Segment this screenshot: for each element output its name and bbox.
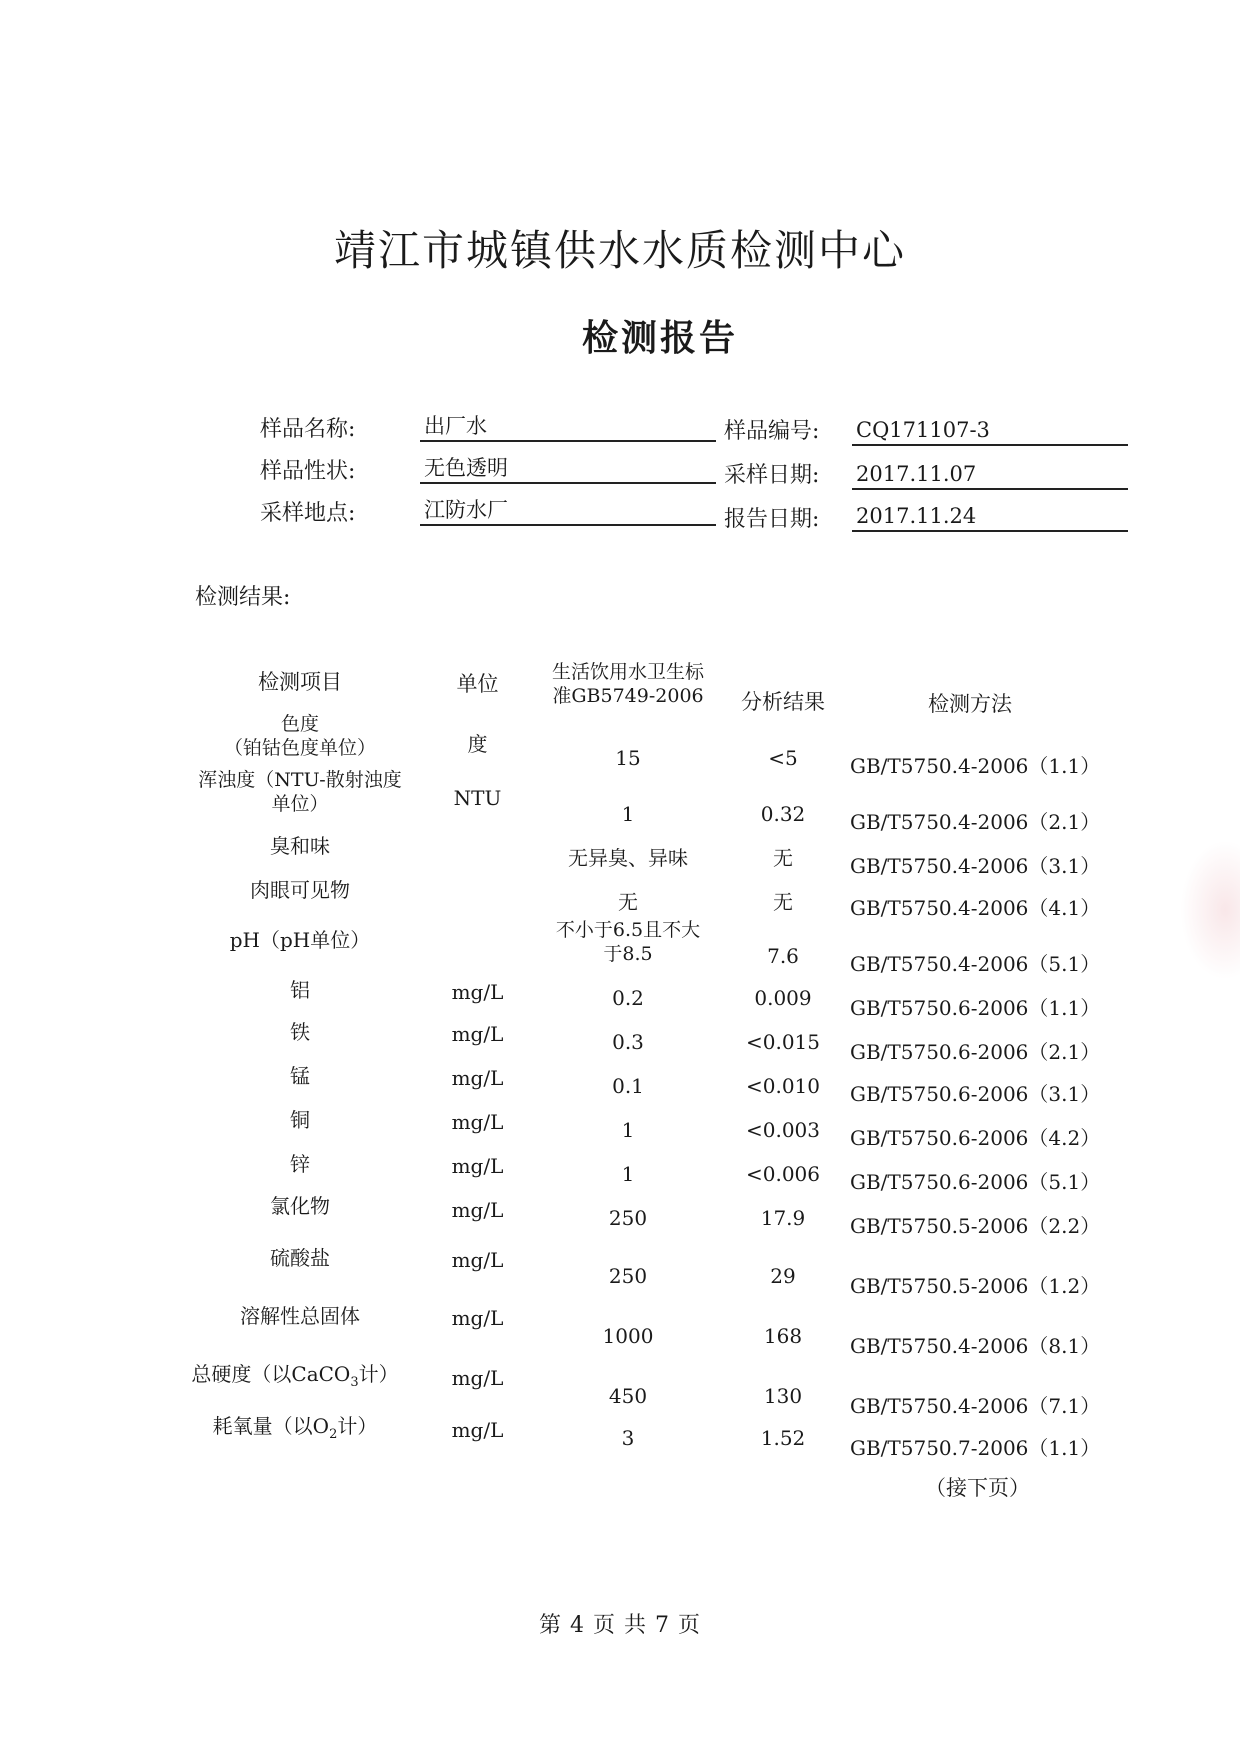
table-row-unit: mg/L: [451, 1418, 504, 1442]
table-row-method: GB/T5750.6-2006（1.1）: [850, 996, 1101, 1020]
table-row-result: 无: [773, 890, 793, 914]
table-row-standard: 1: [621, 802, 635, 826]
sample-property-value: 无色透明: [420, 454, 716, 484]
table-row-item: 铜: [290, 1108, 310, 1132]
table-row-method: GB/T5750.5-2006（1.2）: [850, 1274, 1101, 1298]
item-line1: 色度: [280, 713, 319, 735]
item-text: 耗氧量（以O: [212, 1414, 330, 1438]
table-row-method: GB/T5750.6-2006（4.2）: [850, 1126, 1101, 1150]
table-row-item: 锌: [290, 1152, 310, 1176]
header-standard-line1: 生活饮用水卫生标: [551, 661, 704, 683]
header-method: 检测方法: [928, 692, 1012, 716]
item-line2: 单位）: [271, 793, 329, 815]
page-number: 第 4 页 共 7 页: [539, 1613, 701, 1638]
table-row-result: 130: [763, 1384, 803, 1408]
table-row-method: GB/T5750.7-2006（1.1）: [850, 1436, 1101, 1460]
seal-stamp-bleed: [1180, 840, 1240, 980]
table-row-method: GB/T5750.4-2006（2.1）: [850, 810, 1101, 834]
table-row-result: 0.32: [760, 802, 806, 826]
item-text-end: 计）: [337, 1414, 378, 1438]
header-item: 检测项目: [258, 670, 342, 694]
table-row-item: [175, 1358, 415, 1390]
table-row-result: <0.010: [745, 1074, 820, 1098]
header-result: 分析结果: [741, 690, 825, 714]
table-row-unit: mg/L: [451, 1154, 504, 1178]
table-row-standard: 3: [621, 1426, 635, 1450]
table-row-unit: 度: [467, 732, 488, 756]
table-row-method: GB/T5750.6-2006（5.1）: [850, 1170, 1101, 1194]
table-row-method: GB/T5750.5-2006（2.2）: [850, 1214, 1101, 1238]
table-row-result: 1.52: [760, 1426, 806, 1450]
item-text: 总硬度（以CaCO: [191, 1362, 351, 1386]
table-row-standard: 0.2: [612, 986, 644, 1010]
report-title: 检测报告: [581, 317, 738, 359]
table-row-result: 7.6: [767, 944, 799, 968]
sampling-location-label: 采样地点:: [260, 501, 356, 526]
table-row-method: GB/T5750.4-2006（3.1）: [850, 854, 1101, 878]
table-row-result: 29: [770, 1264, 796, 1288]
table-row-result: <0.015: [745, 1030, 820, 1054]
table-row-method: GB/T5750.4-2006（4.1）: [850, 896, 1101, 920]
report-date-label: 报告日期:: [724, 507, 820, 532]
header-standard-line2: 准GB5749-2006: [552, 685, 704, 707]
header-standard: [528, 660, 728, 708]
table-row-item: 臭和味: [270, 834, 330, 858]
table-row-item: pH（pH单位）: [229, 928, 371, 952]
item-line1: 浑浊度（NTU-散射浊度: [198, 769, 402, 791]
table-row-item: 铁: [290, 1020, 310, 1044]
table-row-item: [180, 712, 420, 760]
table-row-unit: mg/L: [451, 1306, 504, 1330]
table-row-item: [175, 1410, 415, 1442]
table-row-item: 硫酸盐: [270, 1246, 330, 1270]
table-row-method: GB/T5750.4-2006（8.1）: [850, 1334, 1101, 1358]
table-row-method: GB/T5750.4-2006（7.1）: [850, 1394, 1101, 1418]
table-row-method: GB/T5750.4-2006（5.1）: [850, 952, 1101, 976]
table-row-result: 17.9: [760, 1206, 806, 1230]
item-text-end: 计）: [358, 1362, 399, 1386]
sample-property-label: 样品性状:: [260, 459, 356, 484]
header-unit: 单位: [456, 672, 499, 696]
table-row-unit: NTU: [453, 786, 502, 810]
table-row-item: 肉眼可见物: [250, 878, 350, 902]
sampling-location-value: 江防水厂: [420, 496, 716, 526]
organization-name: 靖江市城镇供水水质检测中心: [333, 226, 906, 275]
item-line2: （铂钴色度单位）: [223, 737, 376, 759]
table-row-result: 无: [773, 846, 793, 870]
table-row-unit: mg/L: [451, 1248, 504, 1272]
table-row-result: 0.009: [754, 986, 812, 1010]
report-date-value: 2017.11.24: [852, 502, 1128, 532]
table-row-result: <5: [768, 746, 798, 770]
sample-number-value: CQ171107-3: [852, 416, 1128, 446]
table-row-standard: 1: [621, 1118, 635, 1142]
table-row-unit: mg/L: [451, 1066, 504, 1090]
table-row-item: 氯化物: [270, 1194, 330, 1218]
results-section-label: 检测结果:: [195, 585, 291, 610]
table-row-unit: mg/L: [451, 1022, 504, 1046]
table-row-standard: 1000: [602, 1324, 654, 1348]
sample-name-label: 样品名称:: [260, 417, 356, 442]
table-row-standard: 0.1: [612, 1074, 644, 1098]
table-row-result: <0.003: [745, 1118, 820, 1142]
table-row-unit: mg/L: [451, 1366, 504, 1390]
table-row-item: 锰: [290, 1064, 310, 1088]
table-row-result: <0.006: [745, 1162, 820, 1186]
table-row-standard: 0.3: [612, 1030, 644, 1054]
sample-number-label: 样品编号:: [724, 419, 820, 444]
table-row-result: 168: [763, 1324, 803, 1348]
table-row-standard: [528, 918, 728, 966]
table-row-item: 溶解性总固体: [240, 1304, 360, 1328]
table-row-item: 铝: [290, 978, 310, 1002]
table-row-method: GB/T5750.6-2006（2.1）: [850, 1040, 1101, 1064]
table-row-standard: 1: [621, 1162, 635, 1186]
sample-name-value: 出厂水: [420, 412, 716, 442]
sampling-date-label: 采样日期:: [724, 463, 820, 488]
table-row-standard: 450: [608, 1384, 648, 1408]
table-row-standard: 15: [615, 746, 641, 770]
table-row-item: [180, 768, 420, 816]
standard-line1: 不小于6.5且不大: [555, 919, 701, 941]
table-row-standard: 250: [608, 1206, 648, 1230]
table-row-unit: mg/L: [451, 1198, 504, 1222]
table-row-standard: 250: [608, 1264, 648, 1288]
continued-note: （接下页）: [925, 1476, 1030, 1500]
table-row-unit: mg/L: [451, 1110, 504, 1134]
table-row-standard: 无异臭、异味: [568, 846, 688, 870]
item-subscript: 2: [329, 1427, 338, 1442]
table-row-method: GB/T5750.4-2006（1.1）: [850, 754, 1101, 778]
standard-line2: 于8.5: [603, 943, 653, 965]
sampling-date-value: 2017.11.07: [852, 460, 1128, 490]
table-row-method: GB/T5750.6-2006（3.1）: [850, 1082, 1101, 1106]
table-row-standard: 无: [618, 890, 638, 914]
item-subscript: 3: [350, 1375, 359, 1390]
table-row-unit: mg/L: [451, 980, 504, 1004]
